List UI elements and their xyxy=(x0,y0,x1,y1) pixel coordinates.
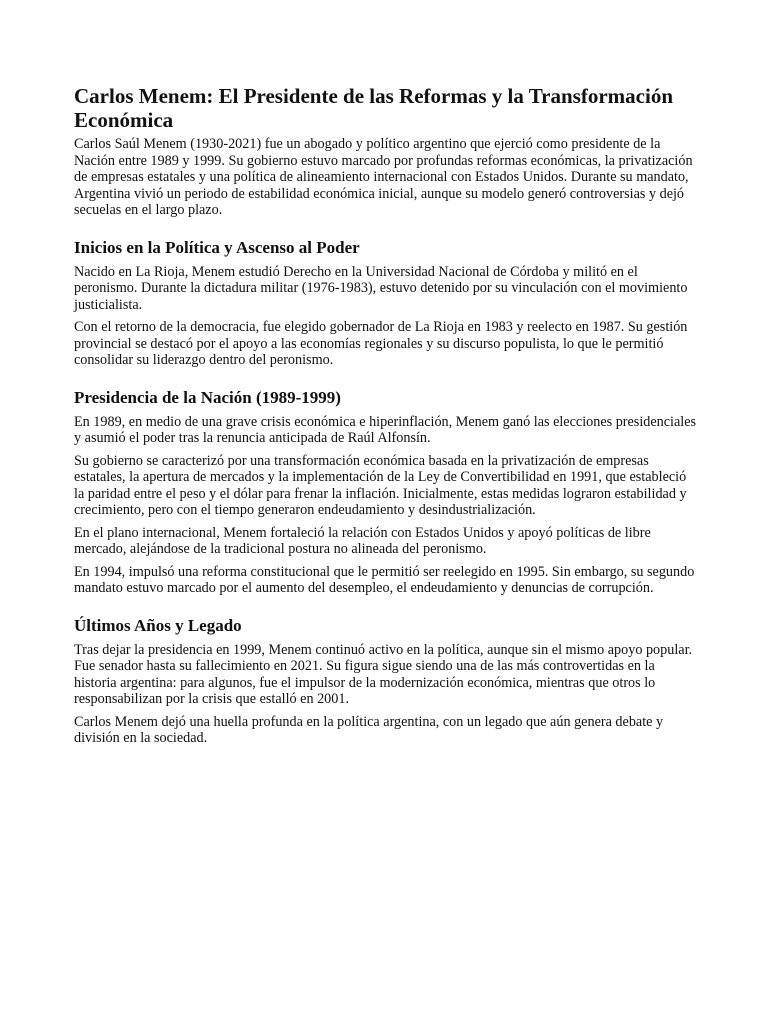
section-inicios xyxy=(74,238,699,369)
section-paragraph: En 1994, impulsó una reforma constitucional que le permitió ser reelegido en 1995. Sin embargo, su segundo mandato estuvo marcado por el aumento del desempleo, el endeudamiento y denuncias de corrupción. xyxy=(74,563,695,596)
section-paragraph: Nacido en La Rioja, Menem estudió Derecho en la Universidad Nacional de Córdoba y militó en el peronismo. Durante la dictadura militar (1976-1983), estuvo detenido por su vinculación con el movimiento justicialista. xyxy=(74,263,688,313)
section-paragraph: Con el retorno de la democracia, fue elegido gobernador de La Rioja en 1983 y reelecto en 1987. Su gestión provincial se destacó por el apoyo a las economías regionales y su discurso populista, lo que le permitió consolidar su liderazgo dentro del peronismo. xyxy=(74,319,688,368)
section-paragraph: Su gobierno se caracterizó por una transformación económica basada en la privatización de empresas estatales, la apertura de mercados y la implementación de la Ley de Convertibilidad en 1991, que estableció la paridad entre el peso y el dólar para frenar la inflación. Inicialmente, estas medidas lograron estabilidad y crecimiento, pero con el tiempo generaron endeudamiento y desindustrialización. xyxy=(74,452,687,518)
section-paragraph: En 1989, en medio de una grave crisis económica e hiperinflación, Menem ganó las elecciones presidenciales y asumió el poder tras la renuncia anticipada de Raúl Alfonsín. xyxy=(74,413,697,446)
document-page xyxy=(74,84,699,753)
section-heading: Presidencia de la Nación (1989-1999) xyxy=(74,387,341,407)
section-heading: Inicios en la Política y Ascenso al Poder xyxy=(74,237,360,257)
section-paragraph: En el plano internacional, Menem fortaleció la relación con Estados Unidos y apoyó políticas de libre mercado, alejándose de la tradicional postura no alineada del peronismo. xyxy=(74,524,651,557)
section-legado xyxy=(74,616,699,747)
intro-paragraph: Carlos Saúl Menem (1930-2021) fue un abogado y político argentino que ejerció como presidente de la Nación entre 1989 y 1999. Su gobierno estuvo marcado por profundas reformas económicas, la privatización de empresas estatales y una política de alineamiento internacional con Estados Unidos. Durante su mandato, Argentina vivió un periodo de estabilidad económica inicial, aunque su modelo generó controversias y dejó secuelas en el largo plazo. xyxy=(74,136,693,218)
document-title: Carlos Menem: El Presidente de las Reformas y la Transformación Económica xyxy=(74,84,673,132)
section-heading: Últimos Años y Legado xyxy=(74,615,242,635)
section-paragraph: Tras dejar la presidencia en 1999, Menem continuó activo en la política, aunque sin el mismo apoyo popular. Fue senador hasta su fallecimiento en 2021. Su figura sigue siendo una de las más controvertidas en la historia argentina: para algunos, fue el impulsor de la modernización económica, mientras que otros lo responsabilizan por la crisis que estalló en 2001. xyxy=(74,641,693,707)
section-paragraph: Carlos Menem dejó una huella profunda en la política argentina, con un legado que aún genera debate y división en la sociedad. xyxy=(74,713,664,746)
section-presidencia xyxy=(74,388,699,597)
